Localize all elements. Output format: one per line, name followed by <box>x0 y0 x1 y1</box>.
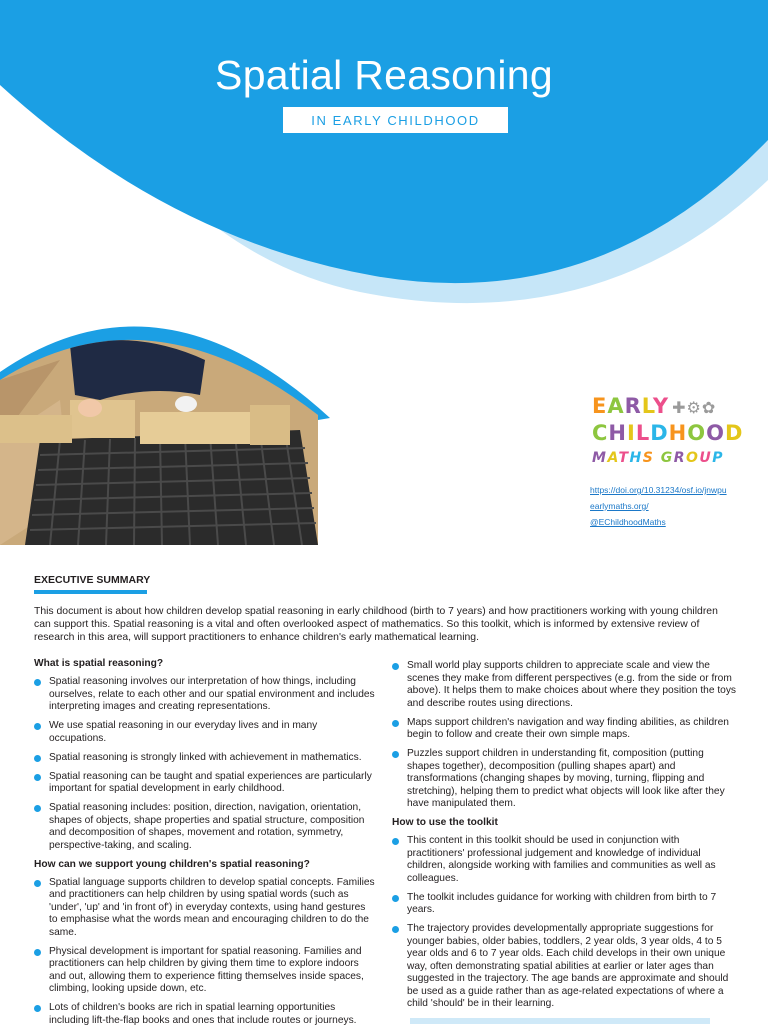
list-item: Spatial reasoning includes: position, direction, navigation, orientation, shapes of objects, shape properties and spatial structure, composition and decomposition of shapes, movement and rotation, symmetry, perspective-taking, and scaling. <box>34 802 376 852</box>
list-item: Spatial reasoning involves our interpretation of how things, including ourselves, relate to each other and our spatial environment and includes interpreting images and creating representations. <box>34 676 376 714</box>
logo-letter: T <box>618 450 630 466</box>
logo-letter: E <box>592 394 608 418</box>
logo-letter: R <box>673 450 686 466</box>
logo-letter: P <box>712 450 725 466</box>
logo-words-maths-group <box>592 451 742 465</box>
photo-child-playing <box>0 280 330 550</box>
logo-letter: C <box>592 421 609 445</box>
logo-letter: U <box>699 450 713 466</box>
logo-letter: I <box>627 421 636 445</box>
logo-letter: M <box>592 450 608 466</box>
page-title: Spatial Reasoning <box>215 52 553 98</box>
left-column <box>34 658 376 1034</box>
logo-letter: O <box>706 421 725 445</box>
logo-letter: O <box>687 421 707 445</box>
what-heading: What is spatial reasoning? <box>34 658 164 669</box>
support-list-continued <box>392 660 736 811</box>
list-item: Puzzles support children in understanding fit, composition (putting shapes together), decomposition (pulling shapes apart) and transformations (changing shapes by moving, turning, flipping and stretching), helping them to predict what objects will look like after they have manipulated them. <box>392 748 736 811</box>
subtitle-text: IN EARLY CHILDHOOD <box>311 112 480 128</box>
logo-letter: R <box>624 394 642 418</box>
logo-letter: O <box>685 450 700 466</box>
logo-letter: G <box>660 450 674 466</box>
executive-summary-heading: EXECUTIVE SUMMARY <box>34 574 151 586</box>
logo-letter: Y <box>652 394 670 418</box>
list-item: Spatial language supports children to develop spatial concepts. Families and practitioners can help children by using spatial words (such as 'under', 'up' and 'in front of') in everyday contexts, using hand gestures to emphasise what the words mean and encouraging children to do the same. <box>34 877 376 940</box>
list-item: We use spatial reasoning in our everyday lives and in many occupations. <box>34 720 376 745</box>
twitter-handle-link[interactable]: @EChildhoodMaths <box>590 517 666 527</box>
reference-links <box>590 482 727 530</box>
logo-word-childhood <box>592 423 742 444</box>
how-to-use-list <box>392 835 736 1011</box>
logo-word-early <box>592 394 669 418</box>
logo-shapes-icon: ✚⚙✿ <box>672 398 717 417</box>
subtitle-badge <box>283 107 508 133</box>
logo-letter: A <box>607 450 619 466</box>
list-item: Lots of children's books are rich in spatial learning opportunities including lift-the-flap books and ones that include routes or journeys. <box>34 1002 376 1027</box>
logo-letter: H <box>668 421 688 445</box>
what-list <box>34 676 376 852</box>
logo-letter: A <box>607 394 625 418</box>
early-childhood-maths-group-logo <box>592 396 742 465</box>
list-item: Maps support children's navigation and way finding abilities, as children begin to follow and create their own simple maps. <box>392 717 736 742</box>
support-heading: How can we support young children's spatial reasoning? <box>34 858 310 870</box>
doi-link[interactable]: https://doi.org/10.31234/osf.io/jnwpu <box>590 485 727 495</box>
logo-letter: S <box>642 450 655 466</box>
list-item: Spatial reasoning can be taught and spatial experiences are particularly important for spatial development in early childhood. <box>34 771 376 796</box>
footer-bar <box>410 1018 710 1024</box>
intro-paragraph: This document is about how children develop spatial reasoning in early childhood (birth to 7 years) and how practitioners working with young children can support this. Spatial reasoning is a vital and often overlooked aspect of mathematics. So this toolkit, which is informed by extensive review of research in this area, will support practitioners to enhance children's early mathematical learning. <box>34 606 718 643</box>
website-link[interactable]: earlymaths.org/ <box>590 501 649 511</box>
list-item: Spatial reasoning is strongly linked with achievement in mathematics. <box>34 752 376 765</box>
logo-letter: H <box>608 421 627 445</box>
logo-letter: L <box>641 394 653 418</box>
logo-letter: H <box>629 450 643 466</box>
list-item: Small world play supports children to appreciate scale and view the scenes they make from different perspectives (e.g. from the side or from above). It helps them to make choices about where they position the toys and describe routes using directions. <box>392 660 736 710</box>
list-item: This content in this toolkit should be used in conjunction with practitioners' professional judgement and knowledge of individual children, alongside working with families and communities as well as colleagues. <box>392 835 736 885</box>
list-item: The trajectory provides developmentally appropriate suggestions for younger babies, older babies, toddlers, 2 year olds, 3 year olds, 4 to 5 year olds and 6 to 7 year olds. Each child develops in their own unique way, often demonstrating spatial abilities at earlier or later ages than suggested in the trajectory. The age bands are approximate and should be used as a guide rather than as age-related expectations of where a child 'should' be in their learning. <box>392 923 736 1011</box>
logo-letter: D <box>724 421 744 445</box>
logo-letter: D <box>650 421 669 445</box>
logo-letter: L <box>635 421 651 445</box>
list-item: The toolkit includes guidance for working with children from birth to 7 years. <box>392 892 736 917</box>
logo-line-1 <box>592 396 742 417</box>
list-item: Physical development is important for spatial reasoning. Families and practitioners can help children by giving them time to explore indoors and out, allowing them to experience fitting themselves inside spaces, climbing, looking upside down, etc. <box>34 946 376 996</box>
heading-underline <box>34 590 147 594</box>
support-list <box>34 877 376 1028</box>
how-to-use-heading: How to use the toolkit <box>392 817 498 828</box>
right-column <box>392 660 736 1017</box>
